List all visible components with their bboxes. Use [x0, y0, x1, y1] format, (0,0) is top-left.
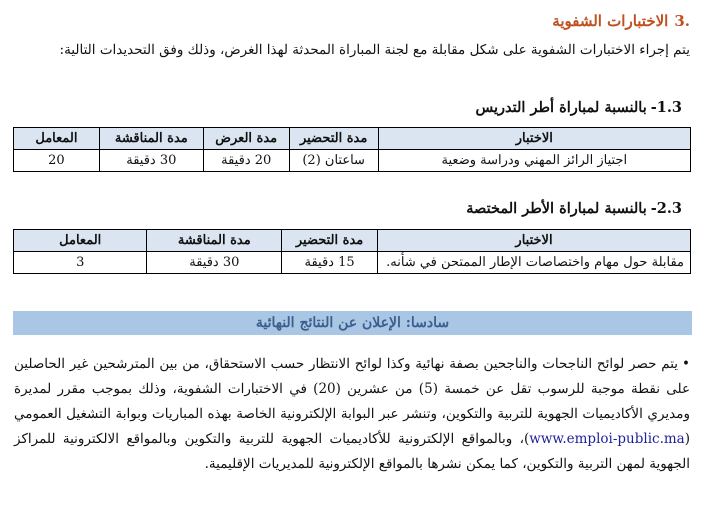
- table-row: [14, 150, 691, 172]
- cell-presentation: 20 دقيقة: [203, 150, 289, 172]
- subsection-1-3-heading: [476, 99, 683, 116]
- cell-prep: ساعتان (2): [289, 150, 378, 172]
- cell-exam: اجتياز الرائز المهني ودراسة وضعية: [378, 150, 690, 172]
- section-3-intro: يتم إجراء الاختبارات الشفوية على شكل مقابلة مع لجنة المباراة المحدثة لهذا الغرض، وذلك وفق التحديدات التالية:: [59, 42, 690, 58]
- section-3-number: .3: [674, 12, 690, 30]
- header-exam: الاختبار: [378, 230, 691, 252]
- header-coefficient: المعامل: [14, 128, 100, 150]
- cell-coefficient: 20: [14, 150, 100, 172]
- header-prep: مدة التحضير: [289, 128, 378, 150]
- header-discussion: مدة المناقشة: [99, 128, 203, 150]
- table-header-row: [14, 230, 691, 252]
- paragraph-text-before-link: يتم حصر لوائح الناجحات والناجحين بصفة نهائية وكذا لوائح الانتظار حسب الاستحقاق، من بين المترشحين غير الحاصلين على نقطة موجبة للرسوب تقل عن خمسة (5) من عشرين (20) في الاختبارات الشفوية، وذلك بموجب مقرر لمديرة ومديري الأكاديميات الجهوية للتربية والتكوين، وتنشر عبر البوابة الإلكترونية الخاصة بهذه المباريات وبوابة التشغيل العمومي (: [14, 356, 690, 447]
- section-3-title: الاختبارات الشفوية: [552, 12, 669, 30]
- cell-prep: 15 دقيقة: [282, 252, 378, 274]
- teaching-oral-exam-table: [13, 127, 691, 172]
- emploi-public-link[interactable]: www.emploi-public.ma: [529, 431, 685, 447]
- cell-exam: مقابلة حول مهام واختصاصات الإطار الممتحن في شأنه.: [378, 252, 691, 274]
- section-6-banner: سادسا: الإعلان عن النتائج النهائية: [13, 311, 692, 335]
- subsection-2-3-heading: [466, 200, 682, 217]
- header-prep: مدة التحضير: [282, 230, 378, 252]
- results-announcement-paragraph: [14, 352, 690, 477]
- subsection-2-3-number: 2.3-: [650, 200, 682, 217]
- header-exam: الاختبار: [378, 128, 690, 150]
- subsection-1-3-title: بالنسبة لمباراة أطر التدريس: [475, 99, 647, 116]
- bullet-icon: •: [682, 356, 690, 372]
- subsection-2-3-title: بالنسبة لمباراة الأطر المختصة: [466, 200, 647, 217]
- table-row: [14, 252, 691, 274]
- paragraph-text-after-link: )، وبالمواقع الإلكترونية للأكاديميات الجهوية للتربية والتكوين وبالمواقع الالكترونية للمراكز الجهوية لمهن التربية والتكوين، كما يمكن نشرها بالمواقع الإلكترونية للمديريات الإقليمية.: [14, 431, 690, 472]
- subsection-1-3-number: 1.3-: [650, 99, 682, 116]
- header-presentation: مدة العرض: [203, 128, 289, 150]
- header-coefficient: المعامل: [14, 230, 147, 252]
- section-3-heading: [552, 12, 690, 30]
- cell-discussion: 30 دقيقة: [147, 252, 282, 274]
- header-discussion: مدة المناقشة: [147, 230, 282, 252]
- table-header-row: [14, 128, 691, 150]
- specialized-oral-exam-table: [13, 229, 691, 274]
- cell-coefficient: 3: [14, 252, 147, 274]
- cell-discussion: 30 دقيقة: [99, 150, 203, 172]
